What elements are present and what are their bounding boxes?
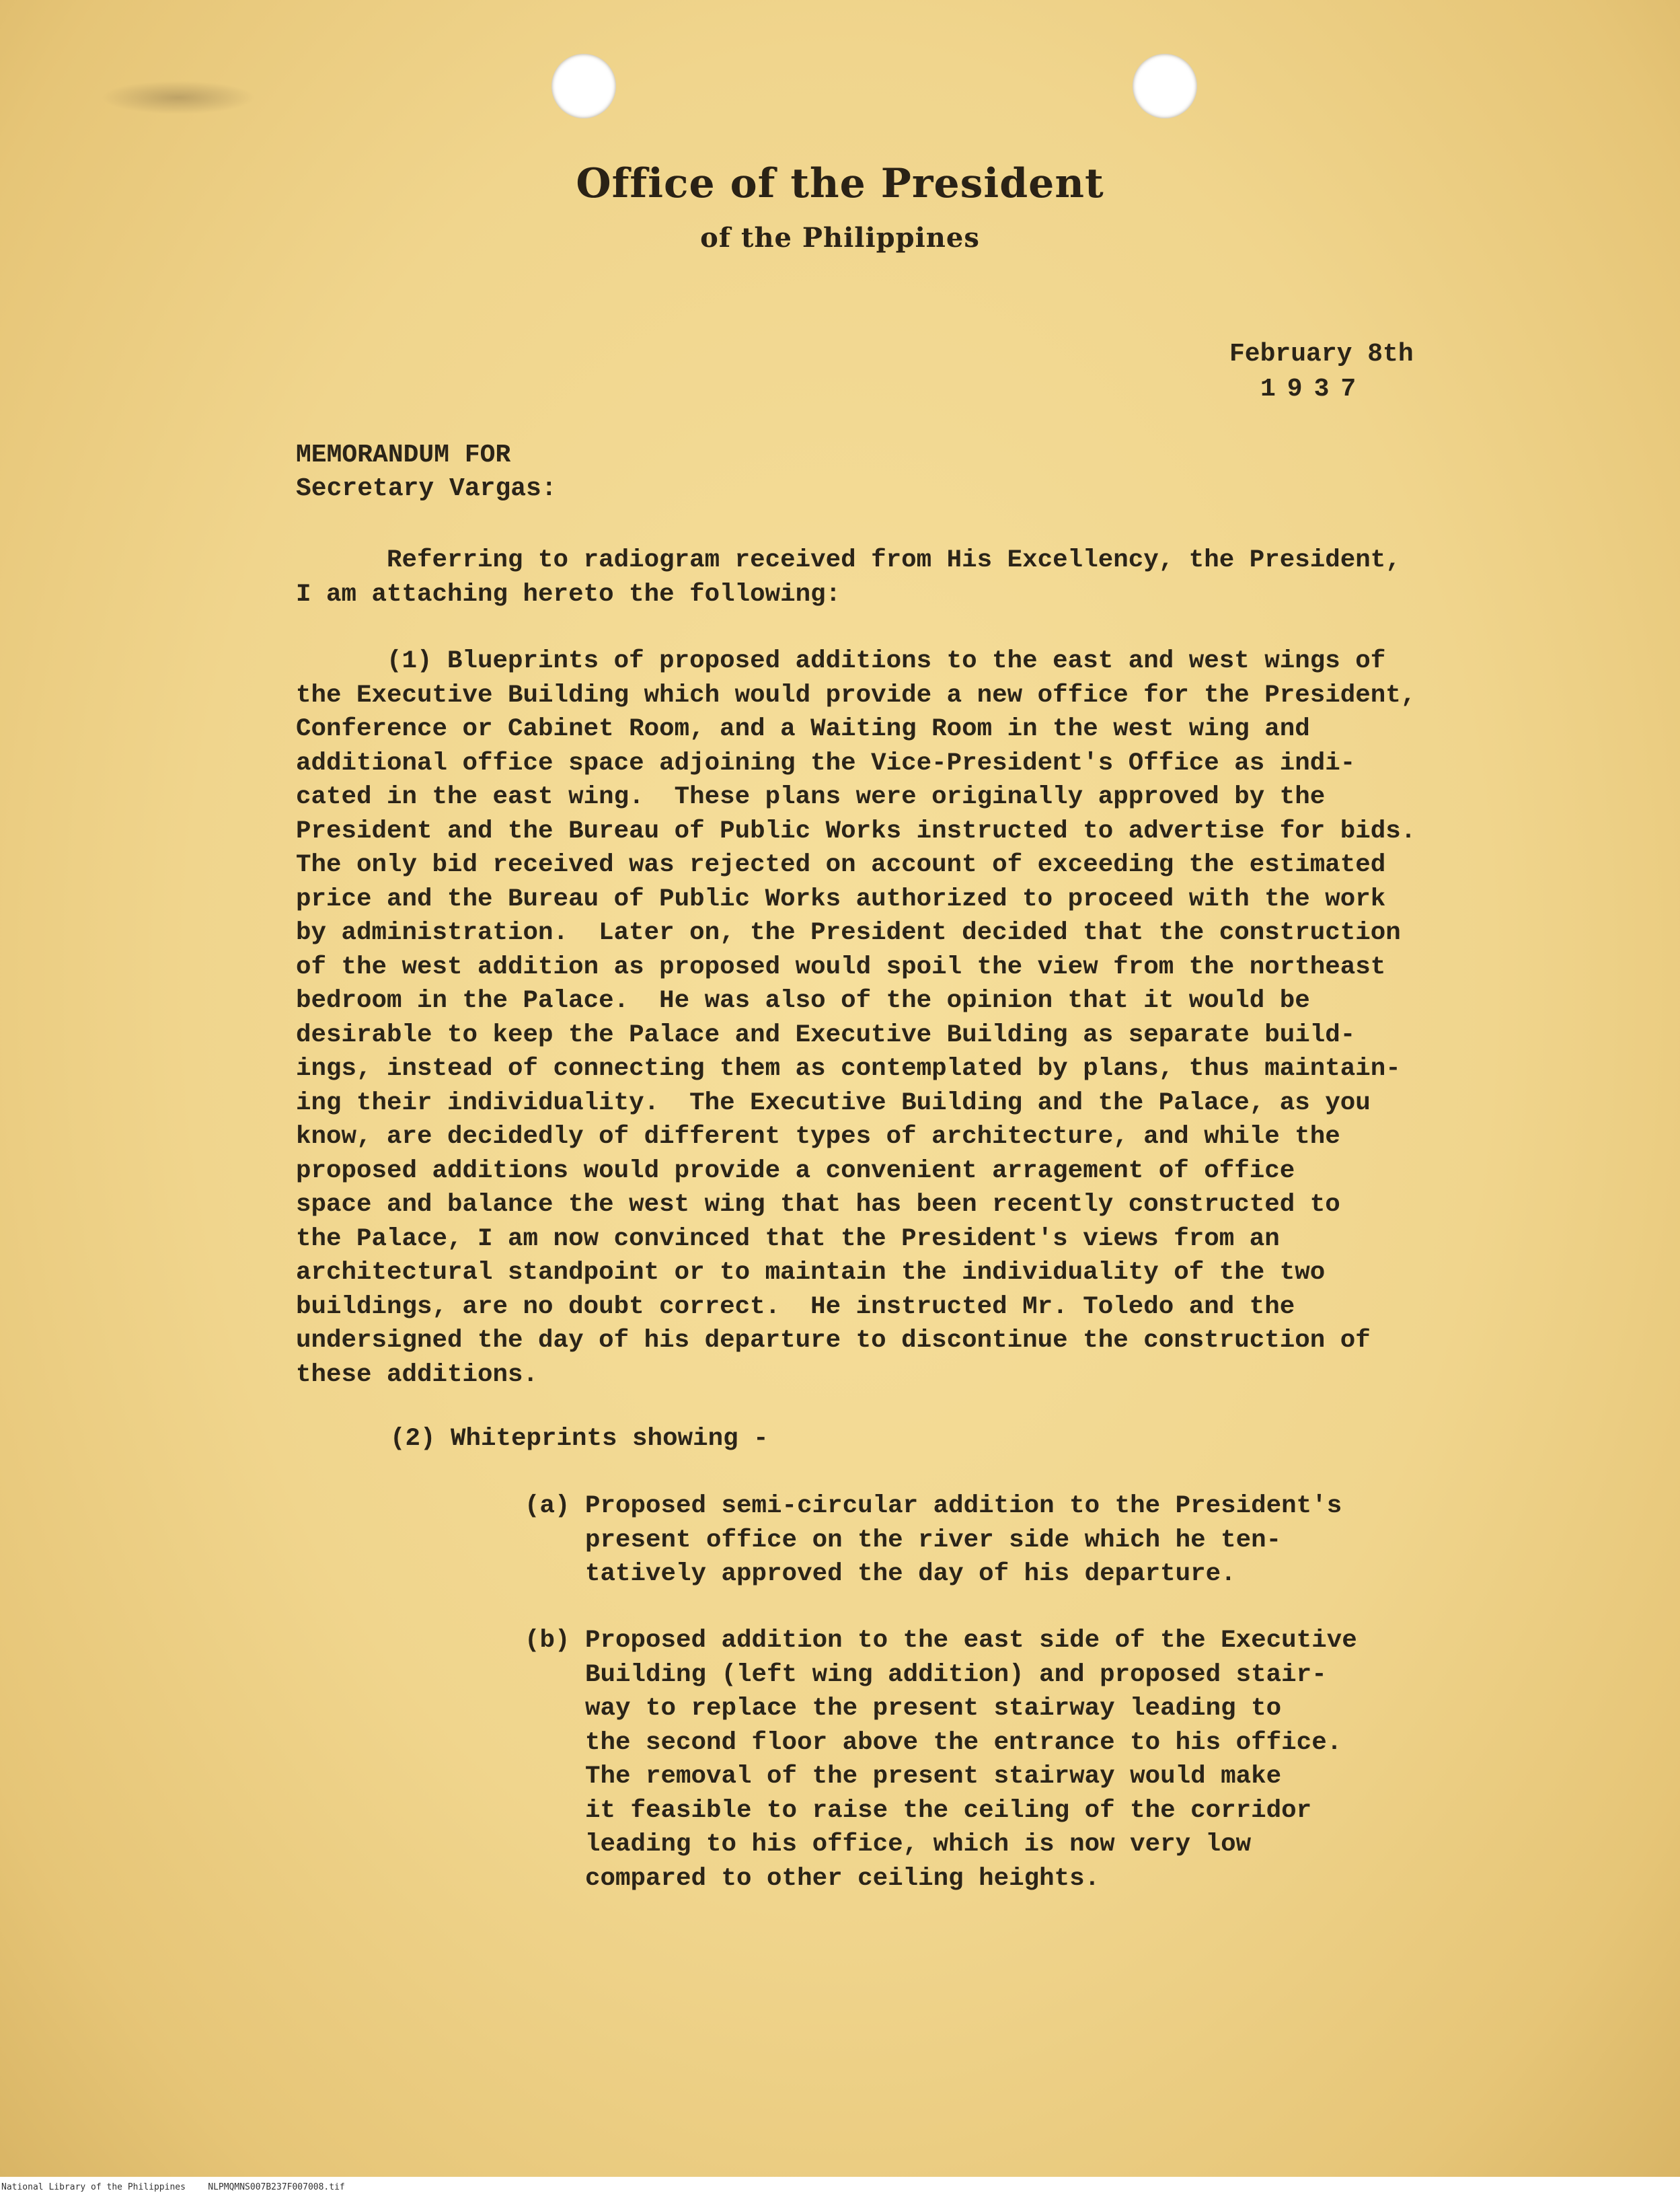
archive-footer: [0, 2178, 1680, 2197]
memo-date: February 8th: [1229, 340, 1414, 369]
ink-smudge: [101, 81, 256, 114]
item-1-paragraph: (1) Blueprints of proposed additions to the east and west wings of the Executive Building which would provide a new office for the President, Conference or Cabinet Room, and a Waiting Room in the west wing and additional office space adjoining the Vice-President's Office as indi- cated in the east wing. These plans were originally approved by the President and the Bureau of Public Works instructed to advertise for bids. The only bid received was rejected on account of exceeding the estimated price and the Bureau of Public Works authorized to proceed with the work by administration. Later on, the President decided that the construction of the west addition as proposed would spoil the view from the northeast bedroom in the Palace. He was also of the opinion that it would be desirable to keep the Palace and Executive Building as separate build- ings, instead of connecting them as contemplated by plans, thus maintain- ing their individuality. The Executive Building and the Palace, as you know, are decidedly of different types of architecture, and while the proposed additions would provide a convenient arragement of office space and balance the west wing that has been recently constructed to the Palace, I am now convinced that the President's views from an architectural standpoint or to maintain the individuality of the two buildings, are no doubt correct. He instructed Mr. Toledo and the undersigned the day of his departure to discontinue the construction of these additions.: [296, 647, 1416, 1389]
memo-year: 1937: [1260, 375, 1368, 404]
memo-recipient: Secretary Vargas:: [296, 474, 557, 503]
footer-source: National Library of the Philippines: [1, 2182, 186, 2192]
intro-paragraph: Referring to radiogram received from His Excellency, the President, I am attaching hereto the following:: [296, 546, 1401, 609]
letterhead-title: Office of the President: [576, 160, 1104, 207]
item-2b-paragraph: (b) Proposed addition to the east side of the Executive Building (left wing addition) and proposed stair- way to replace the present stairway leading to the second floor above the entrance to his office. The removal of the present stairway would make it feasible to raise the ceiling of the corridor leading to his office, which is now very low compared to other ceiling heights.: [525, 1627, 1357, 1893]
punch-hole-right: [1133, 54, 1197, 118]
punch-hole-left: [551, 54, 616, 118]
item-2-heading: (2) Whiteprints showing -: [390, 1425, 769, 1453]
item-2a-paragraph: (a) Proposed semi-circular addition to the President's present office on the river side which he ten- tatively approved the day of his departure.: [525, 1492, 1342, 1588]
footer-file-id: NLPMQMNS007B237F007008.tif: [208, 2182, 345, 2192]
letterhead-subtitle: of the Philippines: [700, 222, 980, 254]
memo-heading: MEMORANDUM FOR: [296, 441, 511, 470]
